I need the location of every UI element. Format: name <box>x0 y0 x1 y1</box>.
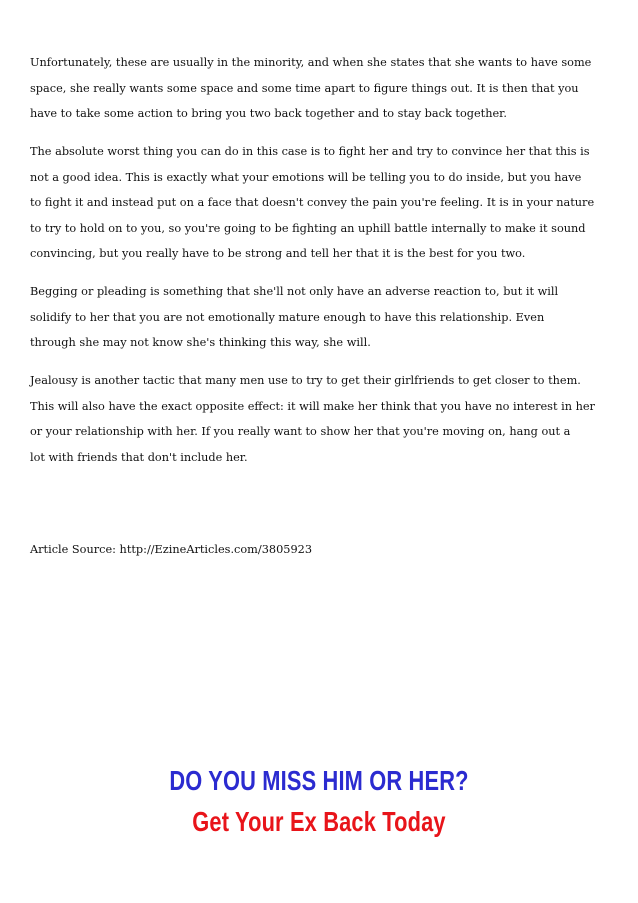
paragraph-line: Unfortunately, these are usually in the minority, and when she states that she wants to have some <box>30 56 592 69</box>
article-source: Article Source: http://EzineArticles.com/3805923 <box>30 543 313 556</box>
paragraph-line: Jealousy is another tactic that many men use to try to get their girlfriends to get closer to them. <box>30 374 581 387</box>
paragraph-line: convincing, but you really have to be strong and tell her that it is the best for you two. <box>30 247 526 260</box>
paragraph-line: space, she really wants some space and some time apart to figure things out. It is then that you <box>30 81 579 95</box>
promo-subheadline-link[interactable]: Get Your Ex Back Today <box>192 806 446 837</box>
paragraph-line: have to take some action to bring you two back together and to stay back together. <box>30 107 507 120</box>
article-paragraph <box>30 368 608 470</box>
paragraph-line: solidify to her that you are not emotionally mature enough to have this relationship. Even <box>30 310 545 324</box>
article-paragraph <box>30 279 608 356</box>
paragraph-line: to try to hold on to you, so you're going to be fighting an uphill battle internally to make it sound <box>30 221 586 235</box>
paragraph-line: Begging or pleading is something that she'll not only have an adverse reaction to, but it will <box>30 285 559 298</box>
article-paragraph <box>30 50 608 127</box>
article-paragraph <box>30 139 608 267</box>
paragraph-line: through she may not know she's thinking this way, she will. <box>30 336 371 349</box>
paragraph-line: This will also have the exact opposite effect: it will make her think that you have no interest in her <box>30 399 595 413</box>
paragraph-line: not a good idea. This is exactly what your emotions will be telling you to do inside, but you have <box>30 170 582 184</box>
paragraph-line: to fight it and instead put on a face that doesn't convey the pain you're feeling. It is in your nature <box>30 196 595 209</box>
promo-headline-link[interactable]: DO YOU MISS HIM OR HER? <box>169 765 469 796</box>
article-body <box>30 50 608 483</box>
paragraph-line: lot with friends that don't include her. <box>30 450 248 464</box>
paragraph-line: The absolute worst thing you can do in this case is to fight her and try to convince her that this is <box>30 145 590 158</box>
paragraph-line: or your relationship with her. If you really want to show her that you're moving on, hang out a <box>30 425 571 438</box>
